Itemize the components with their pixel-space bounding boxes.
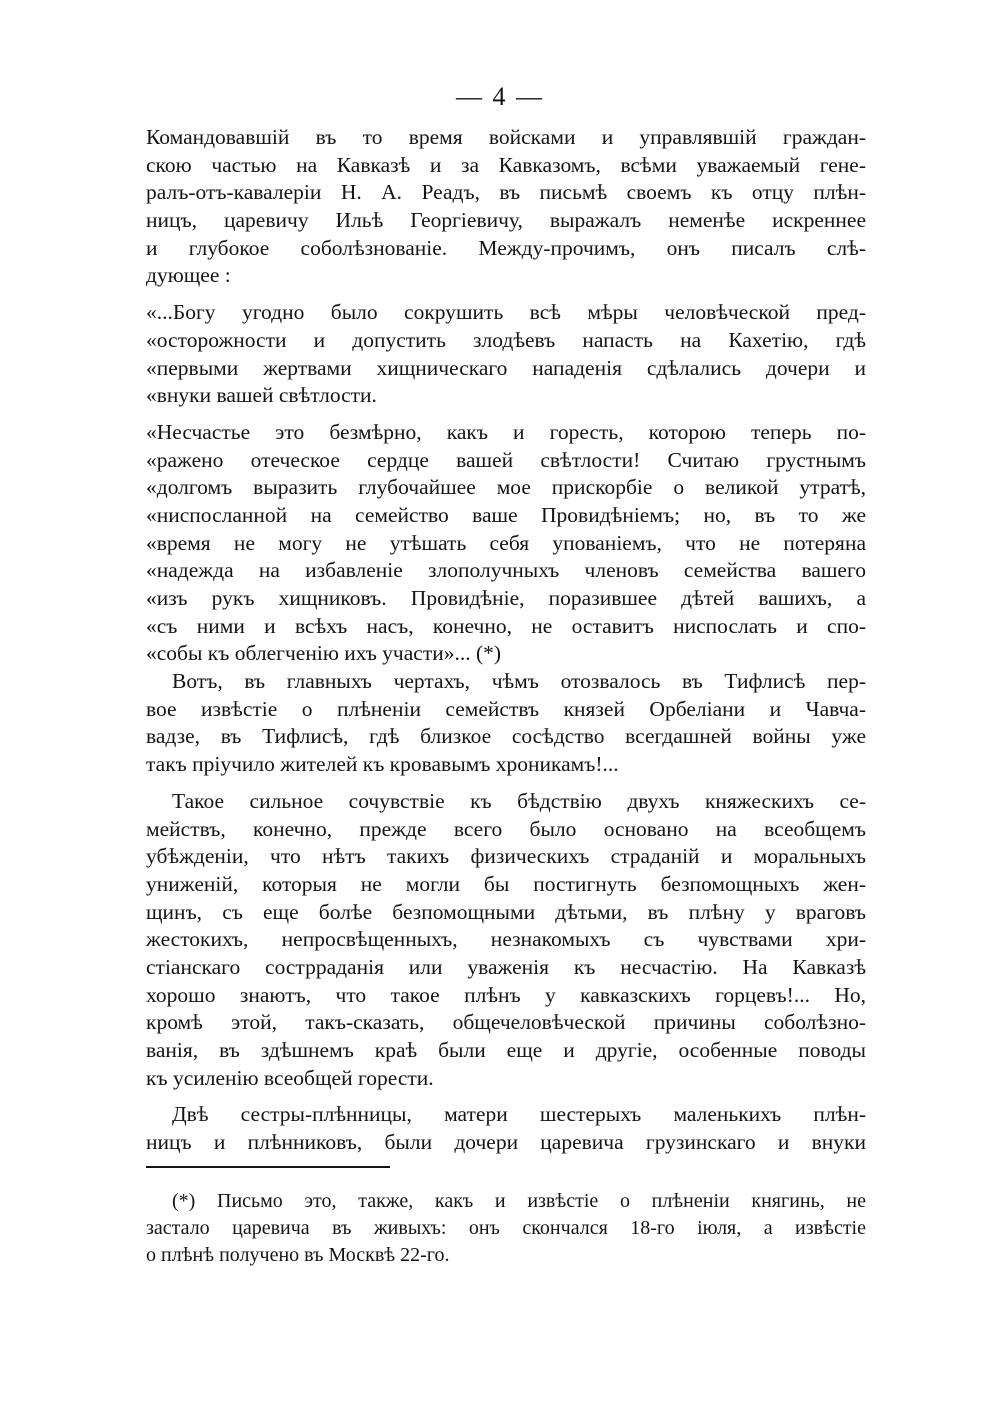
text-line: ралъ-отъ-кавалеріи Н. А. Реадъ, въ письмѣ своемъ къ отцу плѣн- — [146, 180, 866, 205]
text-line: «ниспосланной на семейство ваше Провидѣніемъ; но, въ то же — [146, 502, 866, 527]
footnote-line: застало царевича въ живыхъ: онъ скончался 18-го іюля, а извѣстіе — [146, 1217, 866, 1239]
text-line: стіанскаго сострраданія или уваженія къ несчастію. На Кавказѣ — [146, 954, 866, 979]
text-line: Вотъ, въ главныхъ чертахъ, чѣмъ отозвалось въ Тифлисѣ пер- — [172, 669, 866, 694]
text-line: ницъ и плѣнниковъ, были дочери царевича грузинскаго и внуки — [146, 1130, 866, 1155]
text-line: и глубокое соболѣзнованіе. Между-прочимъ, онъ писалъ слѣ- — [146, 235, 866, 260]
text-line: Командовавшій въ то время войсками и управлявшій граждан- — [146, 125, 866, 149]
main-text — [146, 124, 866, 1157]
text-line: вадзе, въ Тифлисѣ, гдѣ близкое сосѣдство всегдашней войны уже — [146, 724, 866, 749]
text-line: «первыми жертвами хищническаго нападенія сдѣлались дочери и — [146, 355, 866, 380]
text-line: «внуки вашей свѣтлости. — [146, 383, 377, 408]
text-line: «собы къ облегченію ихъ участи»... (*) — [146, 641, 502, 666]
text-line: скою частью на Кавказѣ и за Кавказомъ, всѣми уважаемый гене- — [146, 152, 866, 177]
text-line: «Несчастье это безмѣрно, какъ и горесть, которою теперь по- — [146, 419, 866, 444]
text-line: «время не могу не утѣшать себя упованіемъ, что не потеряна — [146, 530, 866, 555]
text-line: «ражено отеческое сердце вашей свѣтлости! Считаю грустнымъ — [146, 447, 866, 472]
text-line: Двѣ сестры-плѣнницы, матери шестерыхъ маленькихъ плѣн- — [172, 1102, 866, 1127]
text-line: «надежда на избавленіе злополучныхъ членовъ семейства вашего — [146, 558, 866, 583]
text-line: хорошо знаютъ, что такое плѣнъ у кавказскихъ горцевъ!... Но, — [146, 982, 866, 1007]
text-line: Такое сильное сочувствіе къ бѣдствію двухъ княжескихъ се- — [172, 788, 866, 813]
text-line: къ усиленію всеобщей горести. — [146, 1065, 434, 1090]
text-line: жестокихъ, непросвѣщенныхъ, незнакомыхъ съ чувствами хри- — [146, 927, 866, 952]
paragraph-gap — [146, 779, 866, 788]
text-line: «...Богу угодно было сокрушить всѣ мѣры человѣческой пред- — [146, 300, 866, 325]
page-number: — 4 — — [456, 82, 544, 111]
text-line: «изъ рукъ хищниковъ. Провидѣніе, поразившее дѣтей вашихъ, а — [146, 586, 866, 610]
paragraph-gap — [146, 1092, 866, 1101]
text-line: ванія, въ здѣшнемъ краѣ были еще и другіе, особенные поводы — [146, 1038, 866, 1062]
paragraph-gap — [146, 290, 866, 299]
footnote — [146, 1188, 866, 1269]
text-line: дующее : — [146, 263, 231, 288]
text-line: такъ пріучило жителей къ кровавымъ хроникамъ!... — [146, 752, 619, 777]
text-line: униженій, которыя не могли бы постигнуть безпомощныхъ жен- — [146, 871, 866, 896]
text-line: убѣжденіи, что нѣтъ такихъ физическихъ страданій и моральныхъ — [146, 844, 866, 869]
text-line: кромѣ этой, такъ-сказать, общечеловѣческой причины соболѣзно- — [146, 1010, 866, 1035]
paragraph-gap — [146, 410, 866, 419]
footnote-line: о плѣнѣ получено въ Москвѣ 22-го. — [146, 1244, 450, 1266]
text-line: «долгомъ выразить глубочайшее мое прискорбіе о великой утратѣ, — [146, 475, 866, 500]
footnote-divider — [146, 1166, 390, 1168]
text-line: вое извѣстіе о плѣненіи семействъ князей Орбеліани и Чавча- — [146, 696, 866, 721]
text-line: мействъ, конечно, прежде всего было основано на всеобщемъ — [146, 816, 866, 841]
text-line: «осторожности и допустить злодѣевъ напасть на Кахетію, гдѣ — [146, 327, 866, 352]
footnote-line: (*) Письмо это, также, какъ и извѣстіе о плѣненіи княгинь, не — [172, 1190, 866, 1212]
text-line: «съ ними и всѣхъ насъ, конечно, не оставитъ ниспослать и спо- — [146, 613, 866, 638]
text-line: ницъ, царевичу Ильѣ Георгіевичу, выражалъ неменѣе искреннее — [146, 208, 866, 233]
text-line: щинъ, съ еще болѣе безпомощными дѣтьми, въ плѣну у враговъ — [146, 899, 866, 924]
